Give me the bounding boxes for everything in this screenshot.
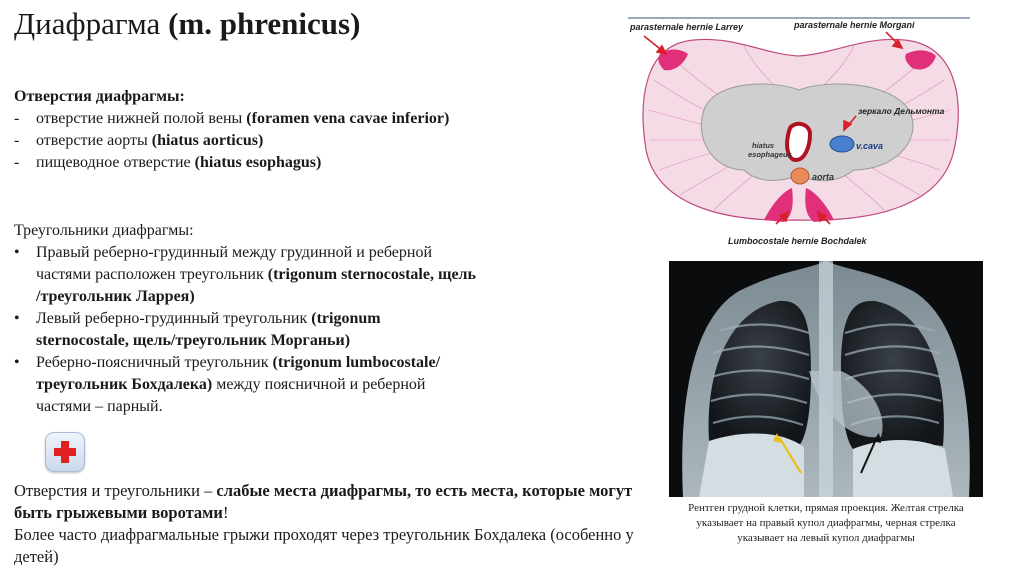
label-larrey: parasternale hernie Larrey bbox=[630, 22, 744, 32]
triangles-section bbox=[14, 220, 614, 418]
list-item: • Реберно-поясничный треугольник (trigonum lumbocostale/треугольник Бохдалека) между поясничной и реберной частями – парный. bbox=[14, 352, 614, 418]
list-item: - отверстие аорты (hiatus aorticus) bbox=[14, 130, 614, 152]
openings-section bbox=[14, 86, 614, 174]
xray-caption: Рентген грудной клетки, прямая проекция. Желтая стрелка указывает на правый купол диафрагмы, черная стрелка указывает на левый купол диафрагмы bbox=[688, 502, 964, 544]
bullet-dot: • bbox=[14, 244, 20, 261]
list-item: • Правый реберно-грудинный между грудинной и реберной частями расположен треугольник (trigonum sternocostale, щель /треугольник Ларрея) bbox=[14, 242, 614, 308]
vcava-opening bbox=[830, 136, 854, 152]
title-main: Диафрагма bbox=[14, 6, 161, 41]
label-dalmont: зеркало Дельмонта bbox=[858, 106, 945, 116]
bullet-dot: • bbox=[14, 354, 20, 371]
openings-heading: Отверстия диафрагмы: bbox=[14, 88, 185, 105]
dash-bullet: - bbox=[14, 154, 20, 171]
label-esophagus-1: hiatus bbox=[752, 141, 775, 150]
diaphragm-diagram bbox=[624, 10, 972, 250]
dash-bullet: - bbox=[14, 110, 20, 127]
slide-title bbox=[14, 4, 360, 44]
list-item: - отверстие нижней полой вены (foramen vena cavae inferior) bbox=[14, 108, 614, 130]
red-cross-icon bbox=[45, 432, 85, 472]
label-bochdalek: Lumbocostale hernie Bochdalek bbox=[728, 236, 867, 246]
dash-bullet: - bbox=[14, 132, 20, 149]
aorta-opening bbox=[791, 168, 809, 184]
list-item: • Левый реберно-грудинный треугольник (trigonum sternocostale, щель/треугольник Морганьи) bbox=[14, 308, 614, 352]
conclusion-text: Отверстия и треугольники – слабые места диафрагмы, то есть места, которые могут быть грыжевыми воротами! Более часто диафрагмальные грыжи проходят через треугольник Бохдалека (особенно у детей) bbox=[14, 481, 634, 566]
bullet-dot: • bbox=[14, 310, 20, 327]
label-aorta: aorta bbox=[812, 172, 835, 182]
label-esophagus-2: esophageus bbox=[748, 150, 792, 159]
label-morgani: parasternale hernie Morgani bbox=[794, 20, 915, 30]
triangles-heading: Треугольники диафрагмы: bbox=[14, 222, 194, 239]
label-vcava: v.cava bbox=[856, 141, 884, 151]
list-item: - пищеводное отверстие (hiatus esophagus) bbox=[14, 152, 614, 174]
chest-xray-image bbox=[669, 261, 983, 497]
title-latin: (m. phrenicus) bbox=[168, 6, 361, 41]
